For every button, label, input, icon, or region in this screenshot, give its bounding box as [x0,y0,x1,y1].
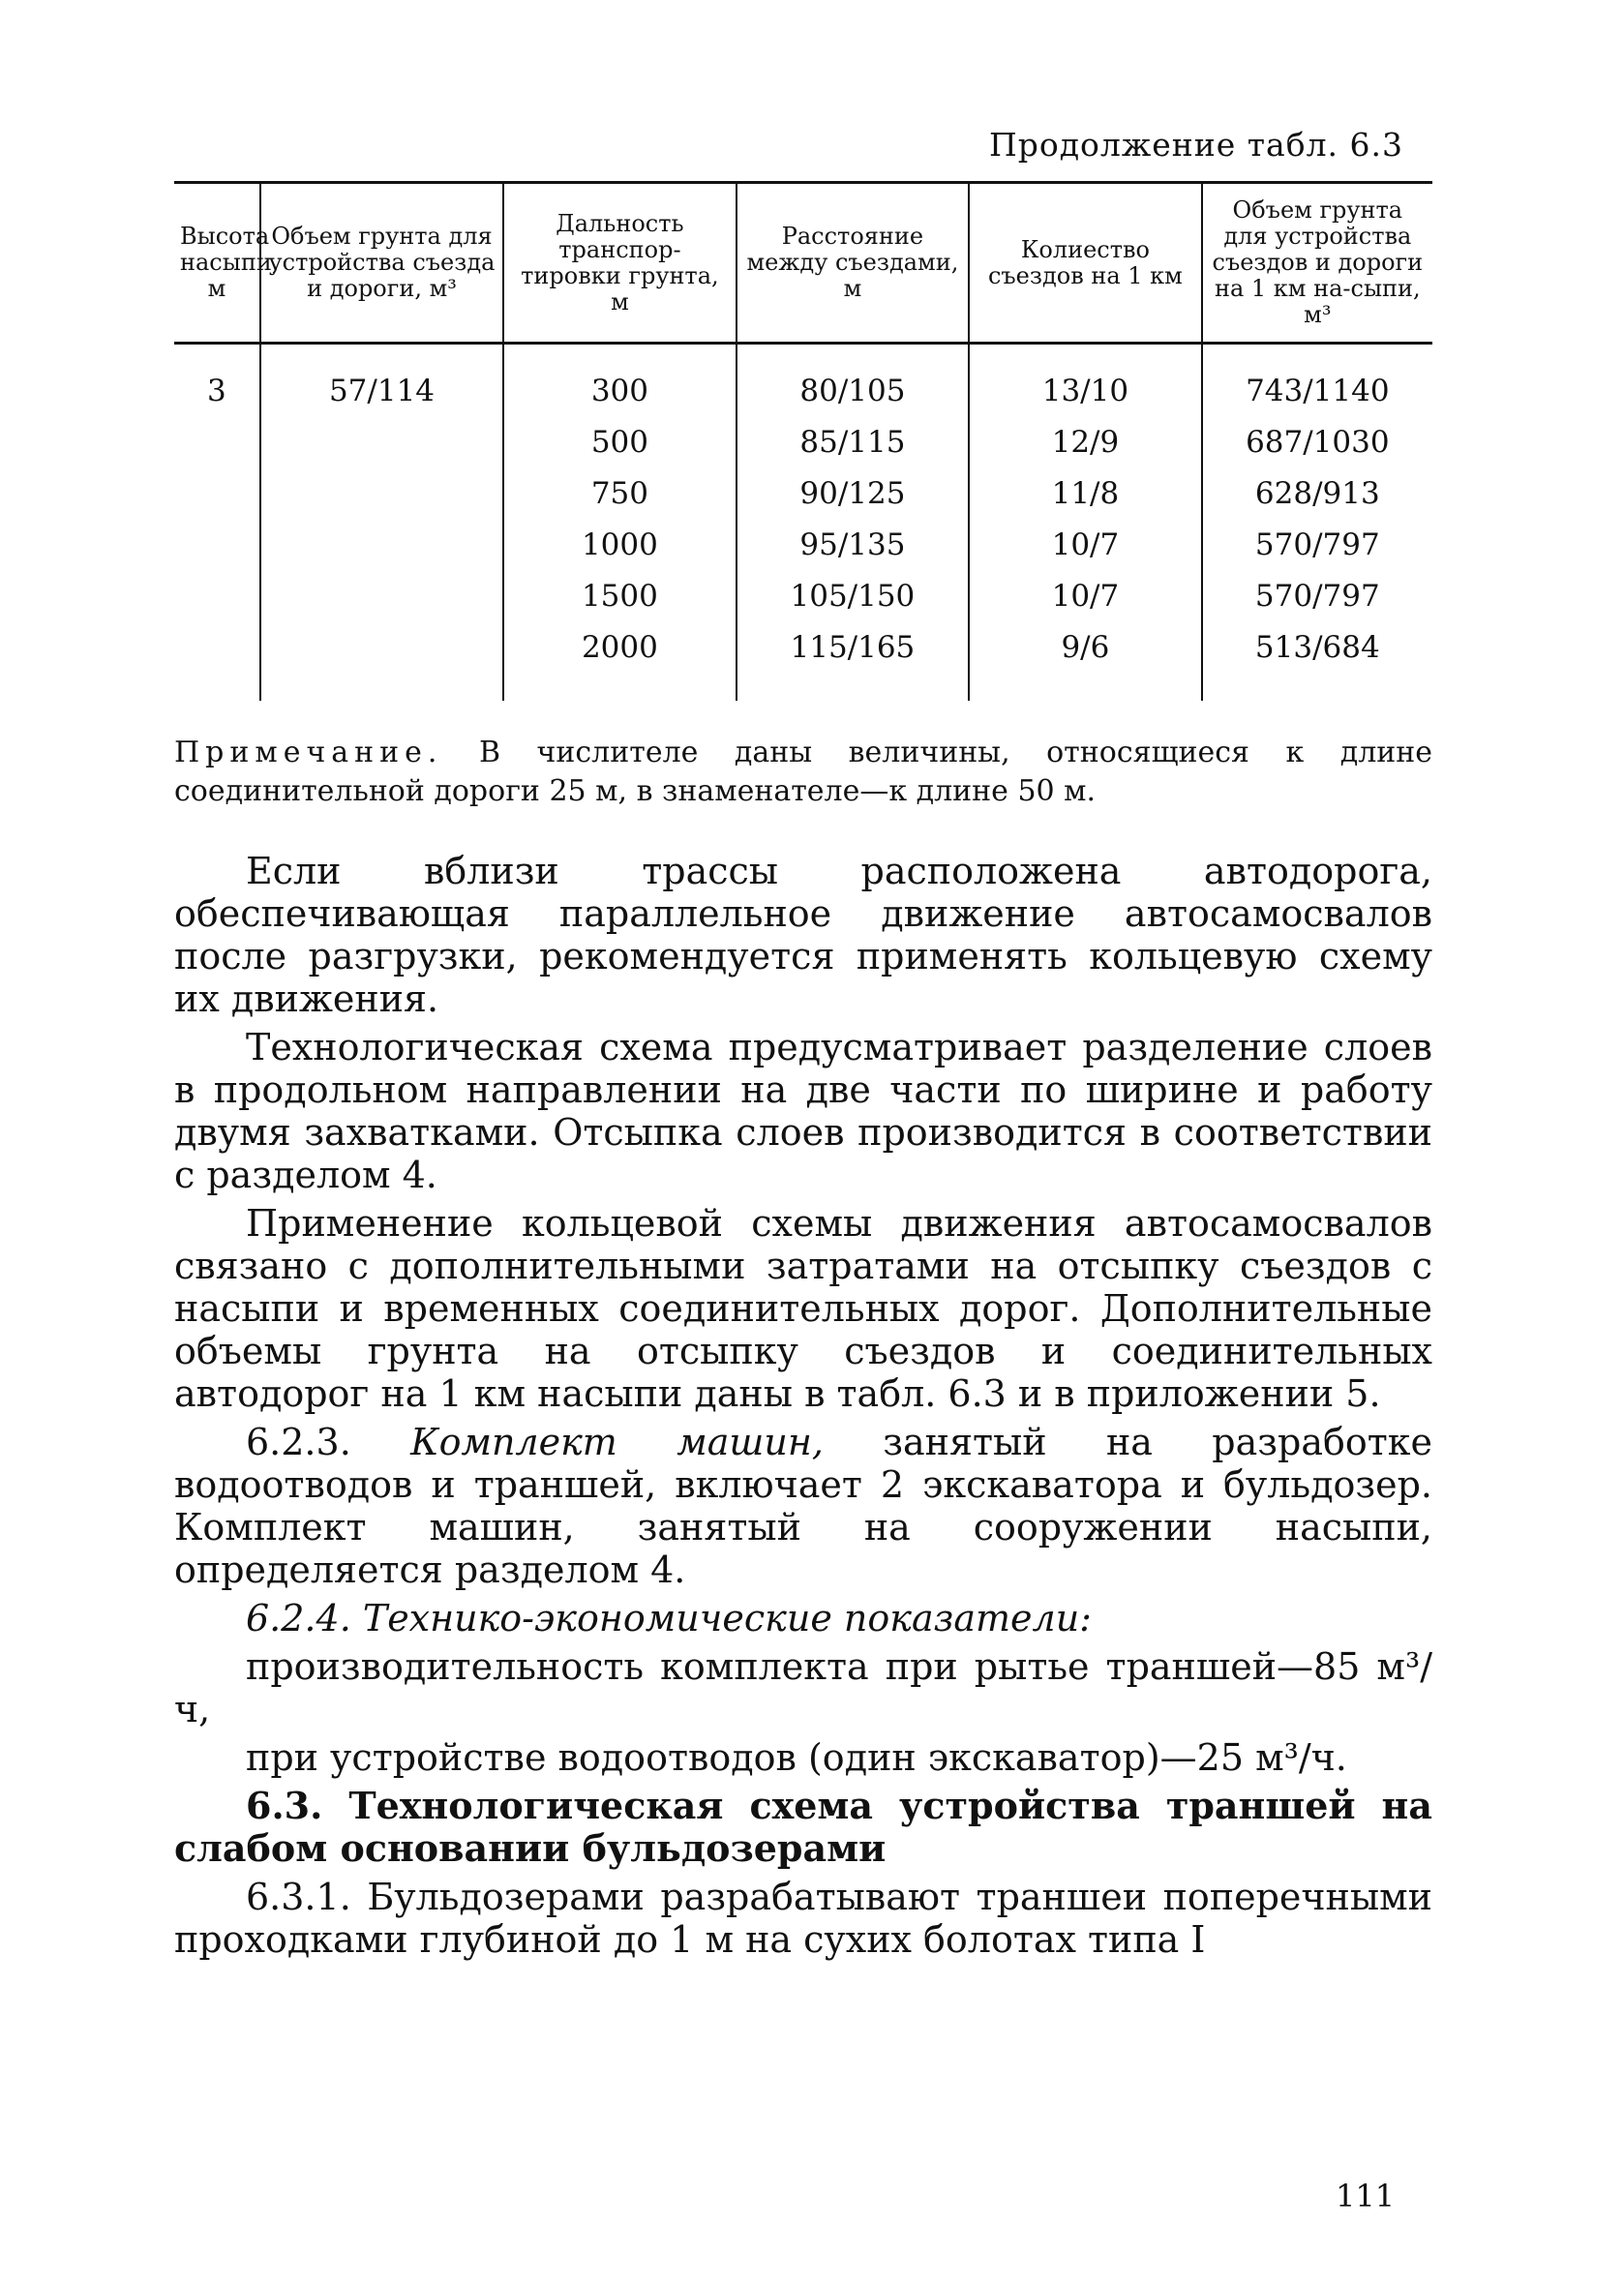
table-cell [174,520,260,571]
table-row [174,344,1432,418]
table-header-row [174,183,1432,344]
table-cell: 3 [207,374,226,408]
table-header-cell: Объем грунта для устройства съездов и дороги на 1 км на-сыпи, м³ [1202,183,1432,344]
table-cell [174,468,260,520]
table-cell: 513/684 [1202,622,1432,701]
table-cell: 10/7 [969,520,1202,571]
body-text [174,850,1432,1961]
table-row [174,622,1432,701]
table-header-cell: Объем грунта для устройства съезда и дороги, м³ [260,183,503,344]
paragraph-text: занятый на разработке водоотводов и траншей, включает 2 экскаватора и бульдозер. Комплект машин, занятый на сооружении насыпи, определяется разделом 4. [174,1421,1432,1591]
paragraph: 6.3.1. Бульдозерами разрабатывают траншеи поперечными проходками глубиной до 1 м на сухих болотах типа I [174,1876,1432,1961]
table-cell: 13/10 [969,344,1202,418]
table-header-cell: Высота насыпи, м [174,183,260,344]
table-cell: 115/165 [737,622,970,701]
table-cell: 743/1140 [1202,344,1432,418]
table-row [174,468,1432,520]
table-header-cell: Колиество съездов на 1 км [969,183,1202,344]
table-cell [260,520,503,571]
table-continuation-caption: Продолжение табл. 6.3 [988,126,1403,164]
table-row [174,417,1432,468]
paragraph: Технологическая схема предусматривает разделение слоев в продольном направлении на две части по ширине и работу двумя захватками. Отсыпка слоев производится в соответствии с разделом 4. [174,1026,1432,1196]
table-cell [260,571,503,622]
table-cell [260,622,503,701]
table-cell: 95/135 [737,520,970,571]
table-cell: 90/125 [737,468,970,520]
paragraph-italic-term: Комплект машин, [410,1421,824,1463]
page-content [174,126,1432,1967]
paragraph [174,1421,1432,1591]
table-cell: 500 [503,417,737,468]
table-cell: 9/6 [969,622,1202,701]
paragraph: Применение кольцевой схемы движения автосамосвалов связано с дополнительными затратами на отсыпку съездов с насыпи и временных соединительных дорог. Дополнительные объемы грунта на отсыпку съездов и соединительных автодорог на 1 км насыпи даны в табл. 6.3 и в приложении 5. [174,1202,1432,1415]
section-heading: 6.3. Технологическая схема устройства траншей на слабом основании бульдозерами [174,1784,1432,1870]
table-cell: 10/7 [969,571,1202,622]
paragraph: производительность комплекта при рытье траншей—85 м³/ч, [174,1645,1432,1730]
table-cell: 105/150 [737,571,970,622]
paragraph: при устройстве водоотводов (один экскаватор)—25 м³/ч. [246,1736,1347,1779]
table-note [174,734,1432,811]
table-cell: 80/105 [737,344,970,418]
table-cell [174,571,260,622]
table-cell: 12/9 [969,417,1202,468]
table-cell: 1000 [503,520,737,571]
table-cell: 11/8 [969,468,1202,520]
note-label: Примечание. [174,736,443,769]
table-cell: 85/115 [737,417,970,468]
table-cell: 2000 [503,622,737,701]
table-cell [174,417,260,468]
note-text: В числителе даны величины, относящиеся к длине соединительной дороги 25 м, в знаменателе—к длине 50 м. [174,736,1432,808]
table-cell: 300 [503,344,737,418]
table-cell: 57/114 [260,344,503,418]
data-table [174,181,1432,701]
table-cell: 1500 [503,571,737,622]
page-number: 111 [1336,2178,1396,2214]
paragraph-number: 6.2.3. [246,1421,351,1463]
table-cell: 628/913 [1202,468,1432,520]
table-row [174,571,1432,622]
table-cell: 570/797 [1202,571,1432,622]
table-cell [174,622,260,701]
table-cell: 570/797 [1202,520,1432,571]
paragraph: 6.2.4. Технико-экономические показатели: [246,1597,1092,1639]
table-header-cell: Расстояние между съездами, м [737,183,970,344]
table-cell: 750 [503,468,737,520]
table-row [174,520,1432,571]
table-cell: 687/1030 [1202,417,1432,468]
table-cell [260,417,503,468]
paragraph: Если вблизи трассы расположена автодорога, обеспечивающая параллельное движение автосамосвалов после разгрузки, рекомендуется применять кольцевую схему их движения. [174,850,1432,1020]
table-header-cell: Дальность транспор-тировки грунта, м [503,183,737,344]
table-cell [260,468,503,520]
